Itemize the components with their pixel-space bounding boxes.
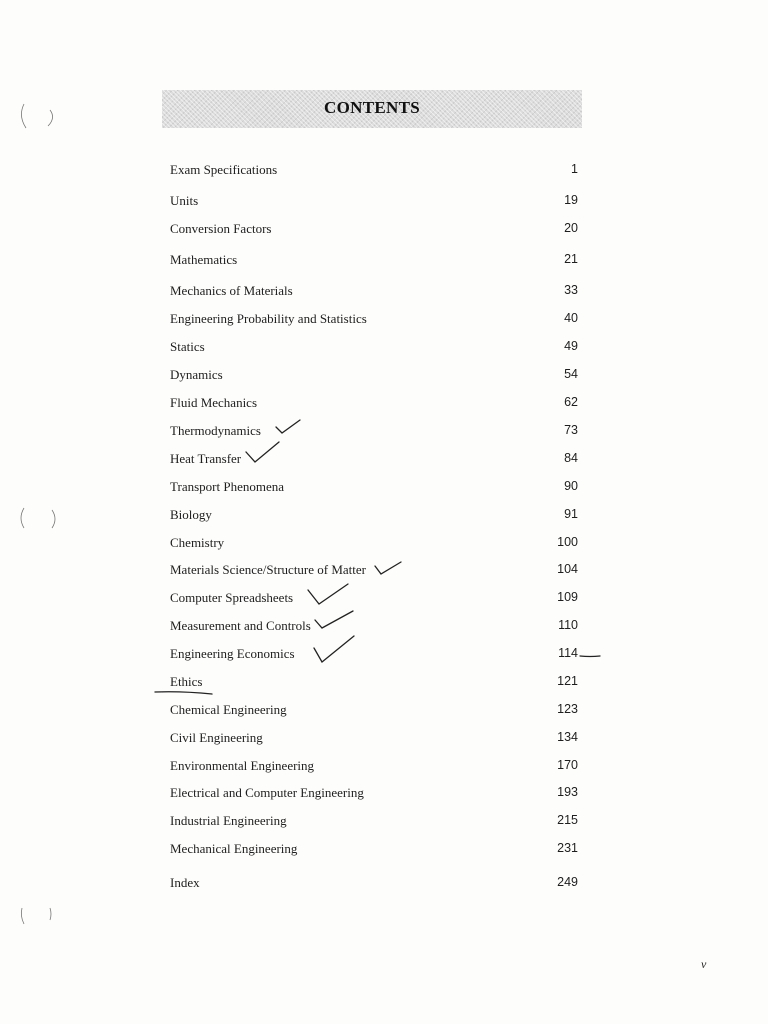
toc-row[interactable]: [0, 646, 768, 668]
toc-entry-page: 109: [557, 590, 578, 604]
checkmark-icon: [306, 582, 350, 608]
toc-entry-page: 100: [557, 535, 578, 549]
toc-entry-title: Thermodynamics: [170, 423, 261, 438]
toc-entry-title: Conversion Factors: [170, 221, 272, 236]
toc-row[interactable]: [0, 367, 768, 389]
page-title: CONTENTS: [324, 98, 420, 117]
toc-entry-title: Civil Engineering: [170, 730, 263, 745]
binder-hole-mark: [12, 502, 56, 536]
toc-row[interactable]: [0, 785, 768, 807]
toc-row[interactable]: [0, 311, 768, 333]
toc-entry-page: 134: [557, 730, 578, 744]
toc-entry-title: Mechanics of Materials: [170, 283, 293, 298]
toc-entry-page: 40: [564, 311, 578, 325]
toc-entry-page: 121: [557, 674, 578, 688]
toc-entry-page: 20: [564, 221, 578, 235]
ethics-underline-mark: [152, 685, 216, 699]
toc-entry-page: 84: [564, 451, 578, 465]
toc-entry-page: 110: [558, 618, 578, 632]
toc-entry-page: 62: [564, 395, 578, 409]
toc-row[interactable]: [0, 451, 768, 473]
toc-row[interactable]: [0, 618, 768, 640]
toc-row[interactable]: [0, 590, 768, 612]
toc-entry-page: 91: [564, 507, 578, 521]
toc-row[interactable]: [0, 702, 768, 724]
page-number: v: [701, 957, 707, 971]
toc-entry-page: 49: [564, 339, 578, 353]
toc-entry-title: Electrical and Computer Engineering: [170, 785, 364, 800]
toc-entry-title: Mechanical Engineering: [170, 841, 298, 856]
toc-entry-page: 104: [557, 562, 578, 576]
toc-entry-page: 114: [558, 646, 578, 660]
toc-entry-page: 193: [557, 785, 578, 799]
toc-row[interactable]: [0, 193, 768, 215]
toc-entry-title: Measurement and Controls: [170, 618, 311, 633]
toc-entry-page: 54: [564, 367, 578, 381]
toc-entry-title: Ethics: [170, 674, 203, 689]
toc-entry-title: Index: [170, 875, 200, 890]
toc-row[interactable]: [0, 339, 768, 361]
checkmark-icon: [274, 418, 302, 438]
binder-hole-mark: [12, 100, 56, 134]
toc-row[interactable]: [0, 730, 768, 752]
toc-entry-title: Industrial Engineering: [170, 813, 287, 828]
toc-entry-title: Biology: [170, 507, 212, 522]
toc-entry-title: Units: [170, 193, 199, 208]
binder-hole-mark: [12, 900, 56, 934]
page-dash-mark: [578, 648, 602, 662]
toc-entry-title: Engineering Economics: [170, 646, 295, 661]
toc-row[interactable]: [0, 841, 768, 863]
toc-entry-title: Heat Transfer: [170, 451, 242, 466]
toc-entry-page: 19: [564, 193, 578, 207]
toc-row[interactable]: [0, 674, 768, 696]
toc-row[interactable]: [0, 221, 768, 243]
toc-row[interactable]: [0, 535, 768, 557]
toc-row[interactable]: [0, 875, 768, 897]
toc-entry-title: Mathematics: [170, 252, 238, 267]
toc-entry-page: 215: [557, 813, 578, 827]
toc-row[interactable]: [0, 162, 768, 184]
toc-entry-page: 33: [564, 283, 578, 297]
toc-entry-title: Computer Spreadsheets: [170, 590, 294, 605]
checkmark-icon: [244, 440, 282, 468]
checkmark-icon: [313, 608, 355, 634]
toc-row[interactable]: [0, 507, 768, 529]
toc-entry-title: Exam Specifications: [170, 162, 278, 177]
toc-entry-title: Statics: [170, 339, 205, 354]
toc-entry-page: 231: [557, 841, 578, 855]
toc-entry-title: Transport Phenomena: [170, 479, 284, 494]
toc-row[interactable]: [0, 423, 768, 445]
toc-row[interactable]: [0, 395, 768, 417]
toc-entry-title: Fluid Mechanics: [170, 395, 258, 410]
toc-row[interactable]: [0, 252, 768, 274]
toc-entry-page: 73: [564, 423, 578, 437]
toc-row[interactable]: [0, 479, 768, 501]
checkmark-icon: [312, 634, 356, 666]
checkmark-icon: [373, 559, 403, 579]
toc-entry-page: 1: [571, 162, 578, 176]
toc-entry-page: 90: [564, 479, 578, 493]
toc-row[interactable]: [0, 283, 768, 305]
toc-entry-title: Materials Science/Structure of Matter: [170, 562, 367, 577]
toc-entry-page: 170: [557, 758, 578, 772]
toc-entry-page: 21: [564, 252, 578, 266]
toc-entry-title: Chemistry: [170, 535, 225, 550]
toc-entry-title: Chemical Engineering: [170, 702, 287, 717]
toc-entry-title: Environmental Engineering: [170, 758, 315, 773]
toc-entry-title: Dynamics: [170, 367, 223, 382]
toc-entry-page: 123: [557, 702, 578, 716]
toc-entry-title: Engineering Probability and Statistics: [170, 311, 367, 326]
contents-header-bar: [162, 90, 582, 128]
toc-row[interactable]: [0, 758, 768, 780]
toc-entry-page: 249: [557, 875, 578, 889]
toc-row[interactable]: [0, 813, 768, 835]
